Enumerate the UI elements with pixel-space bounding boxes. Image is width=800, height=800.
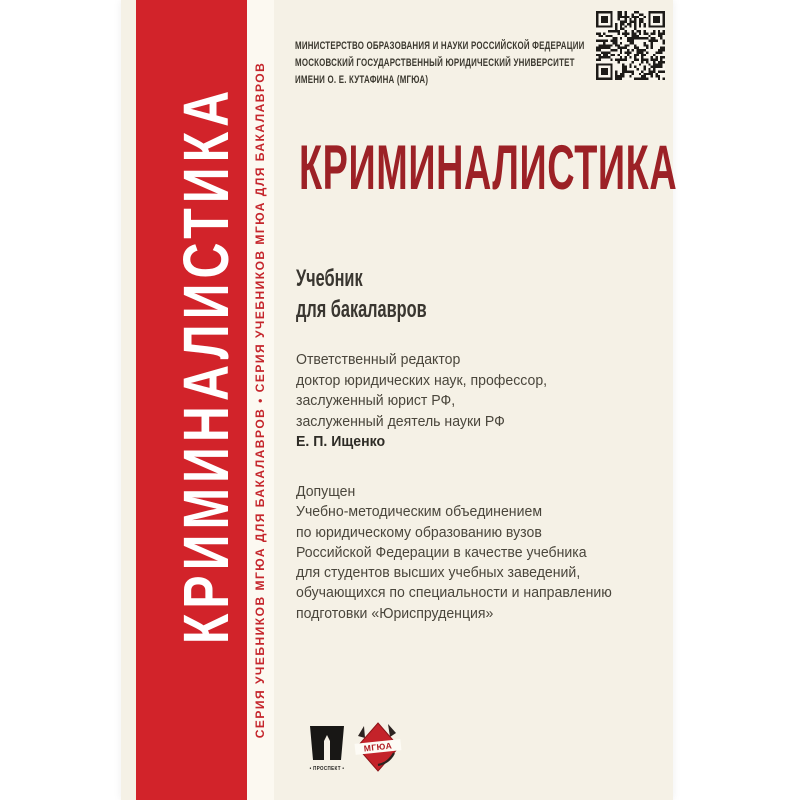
approval-line: Российской Федерации в качестве учебника — [296, 543, 587, 561]
mgua-label: МГЮА — [363, 740, 393, 754]
subtitle-line-2: для бакалавров — [296, 296, 427, 323]
header-line-2: МОСКОВСКИЙ ГОСУДАРСТВЕННЫЙ ЮРИДИЧЕСКИЙ УНИВЕРСИТЕТ — [295, 57, 575, 69]
prospekt-gate-icon — [308, 726, 346, 760]
subtitle-line-1: Учебник — [296, 265, 363, 292]
editor-credential: заслуженный деятель науки РФ — [296, 412, 505, 430]
book-title: КРИМИНАЛИСТИКА — [299, 133, 678, 203]
prospekt-publisher-logo — [305, 726, 349, 772]
editor-role: Ответственный редактор — [296, 351, 461, 368]
spine-stripe — [136, 0, 247, 800]
qr-code-icon — [596, 11, 665, 80]
approval-line: обучающихся по специальности и направлению — [296, 584, 612, 602]
approval-line: по юридическому образованию вузов — [296, 523, 542, 541]
approval-line: Допущен — [296, 483, 356, 500]
approval-line: Учебно-методическим объединением — [296, 503, 543, 521]
subtitle — [296, 263, 427, 325]
book-cover — [121, 0, 678, 800]
ministry-header — [295, 38, 585, 89]
spine-title-vertical: КРИМИНАЛИСТИКА — [170, 85, 242, 645]
prospekt-label: • ПРОСПЕКТ • — [309, 766, 345, 772]
series-text-vertical: СЕРИЯ УЧЕБНИКОВ МГЮА ДЛЯ БАКАЛАВРОВ • СЕРИЯ УЧЕБНИКОВ МГЮА ДЛЯ БАКАЛАВРОВ — [253, 61, 267, 739]
editor-block — [296, 350, 547, 453]
editor-credential: доктор юридических наук, профессор, — [296, 371, 548, 389]
mgua-publisher-logo — [354, 720, 402, 774]
editor-credential: заслуженный юрист РФ, — [296, 392, 456, 409]
approval-line: подготовки «Юриспруденция» — [296, 604, 494, 622]
approval-block — [296, 482, 612, 624]
editor-name: Е. П. Ищенко — [296, 433, 386, 450]
header-line-1: МИНИСТЕРСТВО ОБРАЗОВАНИЯ И НАУКИ РОССИЙСКОЙ ФЕДЕРАЦИИ — [295, 40, 585, 52]
approval-line: для студентов высших учебных заведений, — [296, 564, 581, 582]
header-line-3: ИМЕНИ О. Е. КУТАФИНА (МГЮА) — [295, 74, 429, 86]
series-strip — [247, 0, 274, 800]
